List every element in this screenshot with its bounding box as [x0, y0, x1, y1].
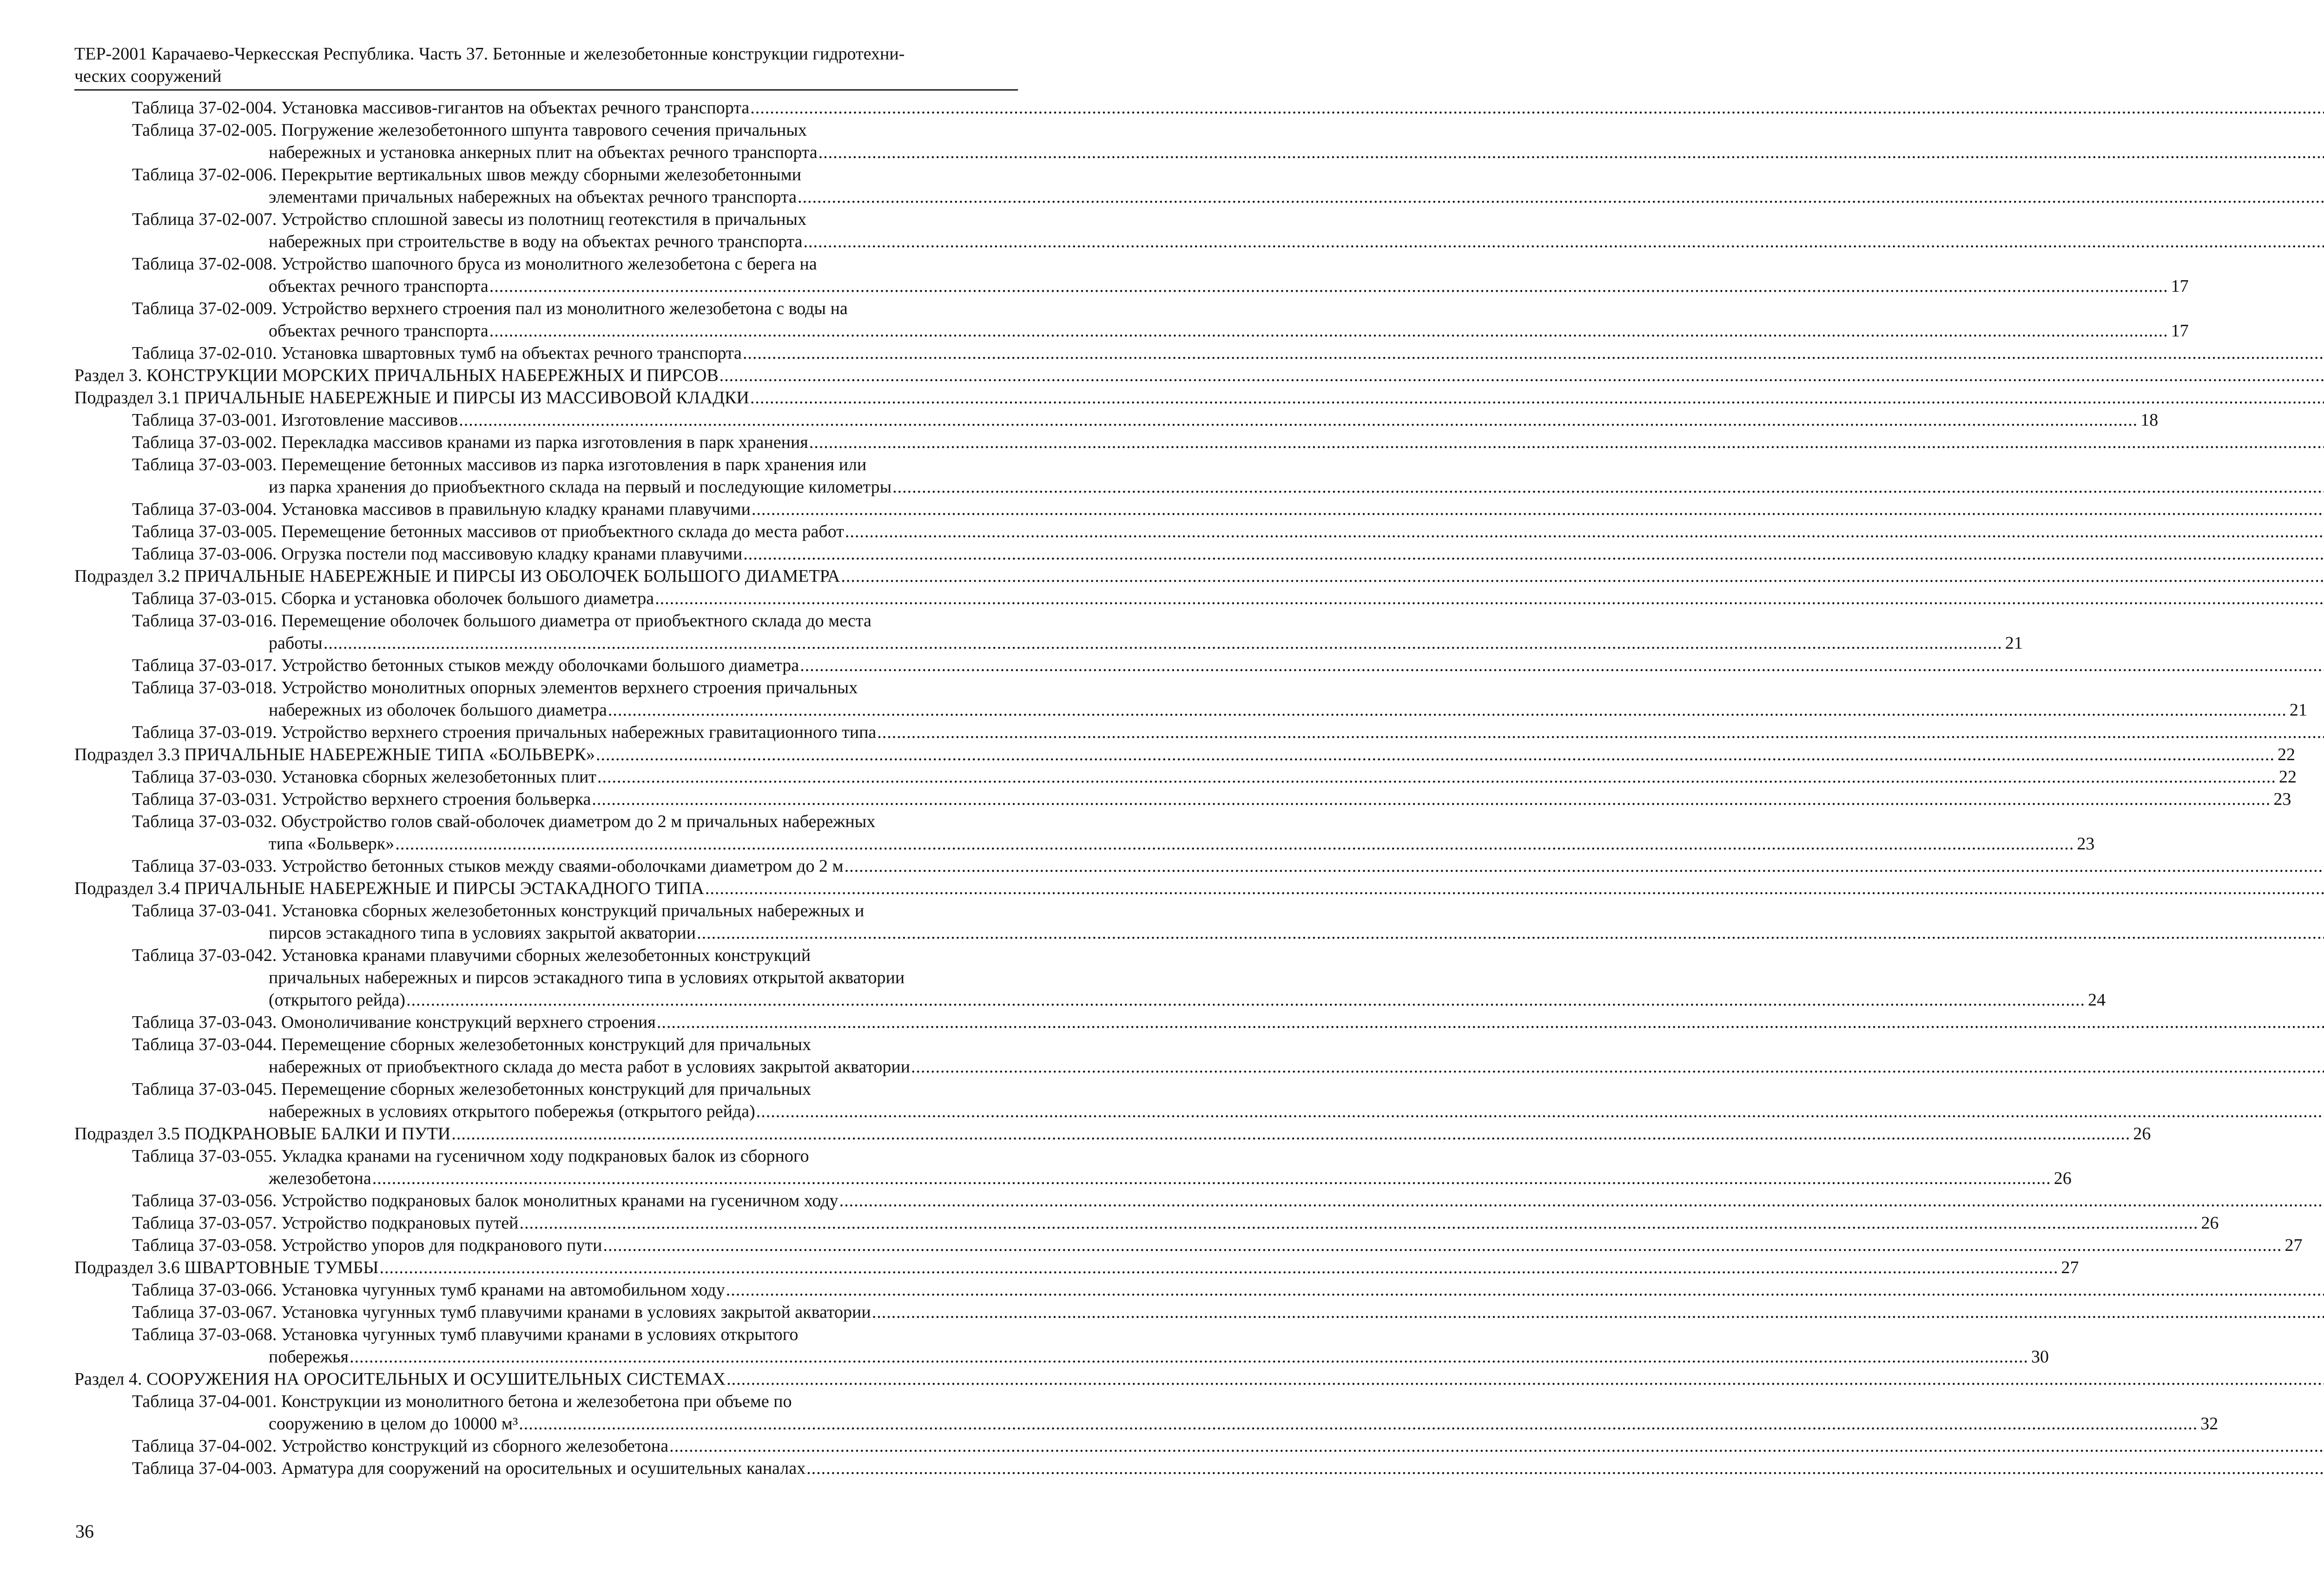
- toc-entry-text: Подраздел 3.2 ПРИЧАЛЬНЫЕ НАБЕРЕЖНЫЕ И ПИРСЫ ИЗ ОБОЛОЧЕК БОЛЬШОГО ДИАМЕТРА: [74, 566, 840, 586]
- dot-leader: [911, 1056, 2324, 1078]
- toc-entry-text: Таблица 37-03-006. Огрузка постели под массивовую кладку кранами плавучими: [132, 544, 743, 564]
- toc-entry-text: Раздел 3. КОНСТРУКЦИИ МОРСКИХ ПРИЧАЛЬНЫХ НАБЕРЕЖНЫХ И ПИРСОВ: [74, 366, 719, 385]
- toc-entry-text: из парка хранения до приобъектного склада на первый и последующие километры: [269, 477, 892, 497]
- toc-entry-text: Подраздел 3.1 ПРИЧАЛЬНЫЕ НАБЕРЕЖНЫЕ И ПИРСЫ ИЗ МАССИВОВОЙ КЛАДКИ: [74, 388, 749, 408]
- toc-entry-text: Таблица 37-03-033. Устройство бетонных стыков между сваями-оболочками диаметром до 2 м: [132, 856, 844, 876]
- toc-entry-text: Таблица 37-03-017. Устройство бетонных стыков между оболочками большого диаметра: [132, 656, 799, 675]
- toc-entry-text: Таблица 37-02-006. Перекрытие вертикальных швов между сборными железобетонными: [132, 165, 801, 184]
- toc-page-number: 18: [2140, 410, 2159, 430]
- toc-entry-text: Таблица 37-02-008. Устройство шапочного бруса из монолитного железобетона с берега на: [132, 254, 817, 274]
- toc-entry-text: Таблица 37-03-066. Установка чугунных тумб кранами на автомобильном ходу: [132, 1280, 725, 1300]
- toc-entry-text: набережных из оболочек большого диаметра: [269, 700, 607, 720]
- toc-entry-text: сооружению в целом до 10000 м³: [269, 1414, 518, 1433]
- dot-leader: [841, 565, 2324, 587]
- dot-leader: [372, 1167, 2051, 1190]
- toc-entry-text: Таблица 37-03-056. Устройство подкрановых балок монолитных кранами на гусеничном ходу: [132, 1191, 838, 1210]
- toc-entry-text: Таблица 37-03-045. Перемещение сборных железобетонных конструкций для причальных: [132, 1079, 812, 1099]
- toc-entry-text: Таблица 37-03-043. Омоноличивание конструкций верхнего строения: [132, 1012, 656, 1032]
- toc-table-entry[interactable]: [74, 587, 1018, 610]
- dot-leader: [451, 1123, 2130, 1145]
- dot-leader: [800, 654, 2324, 677]
- dot-leader: [892, 476, 2324, 498]
- toc-section-entry[interactable]: [74, 565, 1018, 587]
- dot-leader: [756, 1100, 2324, 1123]
- dot-leader: [324, 632, 2002, 654]
- toc-entry-text: Таблица 37-03-004. Установка массивов в правильную кладку кранами плавучими: [132, 500, 751, 519]
- dot-leader: [608, 699, 2287, 721]
- toc-entry-text: (открытого рейда): [269, 990, 406, 1010]
- toc-entry-text: Таблица 37-04-001. Конструкции из монолитного бетона и железобетона при объеме по: [132, 1392, 792, 1411]
- toc-entry-text: Подраздел 3.5 ПОДКРАНОВЫЕ БАЛКИ И ПУТИ: [74, 1124, 451, 1144]
- toc-entry-text: Таблица 37-03-019. Устройство верхнего строения причальных набережных гравитационного типа: [132, 723, 877, 742]
- toc-table-entry[interactable]: [74, 677, 2307, 721]
- toc-entry-text: Таблица 37-03-016. Перемещение оболочек большого диаметра от приобъектного склада до места: [132, 611, 872, 631]
- toc-page-number: 17: [2171, 276, 2189, 296]
- toc-table-entry[interactable]: [74, 164, 1018, 208]
- header-line-2: ческих сооружений: [74, 66, 222, 86]
- toc-page-number: 21: [2289, 700, 2307, 720]
- toc-table-entry[interactable]: [74, 1011, 1018, 1033]
- toc-entry-text: Таблица 37-03-015. Сборка и установка оболочек большого диаметра: [132, 589, 654, 608]
- dot-leader: [877, 721, 2324, 743]
- dot-leader: [489, 320, 2168, 342]
- toc-entry-text: Таблица 37-02-010. Установка швартовных тумб на объектах речного транспорта: [132, 343, 742, 363]
- dot-leader: [597, 766, 2276, 788]
- dot-leader: [519, 1413, 2198, 1435]
- dot-leader: [872, 1301, 2324, 1323]
- toc-section-entry[interactable]: [74, 743, 2295, 766]
- toc-entry-text: Подраздел 3.3 ПРИЧАЛЬНЫЕ НАБЕРЕЖНЫЕ ТИПА «БОЛЬВЕРК»: [74, 745, 595, 764]
- toc-entry-text: железобетона: [269, 1169, 371, 1188]
- dot-leader: [669, 1435, 2324, 1457]
- toc-table-entry[interactable]: [74, 119, 1018, 164]
- toc-table-entry[interactable]: [74, 342, 1018, 364]
- toc-table-entry[interactable]: [74, 855, 1018, 877]
- dot-leader: [839, 1190, 2324, 1212]
- toc-table-entry[interactable]: [74, 1279, 1018, 1301]
- toc-table-entry[interactable]: [74, 1212, 2219, 1234]
- dot-leader: [819, 141, 2324, 164]
- toc-table-entry[interactable]: [74, 431, 1018, 454]
- toc-entry-text: Таблица 37-03-044. Перемещение сборных железобетонных конструкций для причальных: [132, 1035, 812, 1054]
- toc-entry-text: Таблица 37-03-005. Перемещение бетонных массивов от приобъектного склада до места работ: [132, 522, 844, 541]
- toc-table-entry[interactable]: [74, 788, 2291, 810]
- dot-leader: [697, 922, 2324, 944]
- dot-leader: [720, 364, 2324, 387]
- dot-leader: [743, 342, 2324, 364]
- toc-entry-text: Таблица 37-03-041. Установка сборных железобетонных конструкций причальных набережных и: [132, 901, 865, 920]
- toc-table-entry[interactable]: [74, 654, 1018, 677]
- dot-leader: [798, 186, 2324, 208]
- toc-entry-text: элементами причальных набережных на объектах речного транспорта: [269, 187, 797, 207]
- toc-entry-text: Таблица 37-03-018. Устройство монолитных опорных элементов верхнего строения причальных: [132, 678, 858, 697]
- toc-entry-text: Таблица 37-03-058. Устройство упоров для подкранового пути: [132, 1236, 602, 1255]
- toc-entry-text: Таблица 37-03-057. Устройство подкрановых путей: [132, 1213, 519, 1233]
- dot-leader: [806, 1457, 2324, 1479]
- toc-entry-text: Таблица 37-03-055. Укладка кранами на гусеничном ходу подкрановых балок из сборного: [132, 1146, 809, 1166]
- toc-entry-text: объектах речного транспорта: [269, 276, 489, 296]
- toc-entry-text: Таблица 37-02-005. Погружение железобетонного шпунта таврового сечения причальных: [132, 120, 807, 140]
- dot-leader: [459, 409, 2138, 431]
- toc-page-number: 21: [2005, 633, 2023, 653]
- toc-page-number: 23: [2273, 789, 2291, 809]
- page-number: 36: [75, 1521, 94, 1542]
- toc-entry-text: Раздел 4. СООРУЖЕНИЯ НА ОРОСИТЕЛЬНЫХ И ОСУШИТЕЛЬНЫХ СИСТЕМАХ: [74, 1369, 726, 1389]
- toc-entry-text: Таблица 37-03-001. Изготовление массивов: [132, 410, 458, 430]
- toc-table-entry[interactable]: [74, 1190, 1018, 1212]
- toc-page-number: 26: [2133, 1124, 2151, 1144]
- toc-entry-text: набережных от приобъектного склада до места работ в условиях закрытой акватории: [269, 1057, 911, 1077]
- dot-leader: [603, 1234, 2282, 1256]
- toc-entry-text: пирсов эстакадного типа в условиях закрытой акватории: [269, 923, 696, 943]
- toc-table-entry[interactable]: [74, 97, 1018, 119]
- toc-table-entry[interactable]: [74, 208, 1018, 253]
- toc-entry-text: Таблица 37-03-002. Перекладка массивов кранами из парка изготовления в парк хранения: [132, 433, 808, 452]
- toc-page-number: 22: [2278, 767, 2297, 787]
- dot-leader: [657, 1011, 2324, 1033]
- toc-table-entry[interactable]: [74, 1234, 2303, 1256]
- toc-section-entry[interactable]: [74, 1256, 2079, 1279]
- toc-entry-text: Таблица 37-03-068. Установка чугунных тумб плавучими кранами в условиях открытого: [132, 1325, 799, 1344]
- dot-leader: [726, 1279, 2324, 1301]
- dot-leader: [406, 989, 2085, 1011]
- toc-table-entry[interactable]: [74, 766, 2297, 788]
- dot-leader: [750, 97, 2324, 119]
- dot-leader: [380, 1256, 2059, 1279]
- toc-entry-text: Таблица 37-03-031. Устройство верхнего строения больверка: [132, 789, 591, 809]
- toc-page-number: 22: [2277, 745, 2295, 764]
- dot-leader: [845, 520, 2324, 543]
- toc-page-number: 27: [2061, 1258, 2079, 1277]
- toc-table-entry[interactable]: [74, 1435, 1018, 1457]
- toc-table-entry[interactable]: [74, 1301, 1018, 1323]
- toc-section-entry[interactable]: [74, 877, 1018, 900]
- toc-entry-text: побережья: [269, 1347, 349, 1367]
- toc-table-entry[interactable]: [74, 810, 2095, 855]
- toc-table-entry[interactable]: [74, 721, 1018, 743]
- dot-leader: [752, 498, 2324, 520]
- toc-table-entry[interactable]: [74, 498, 1018, 520]
- toc-table-entry[interactable]: [74, 1457, 1018, 1479]
- dot-leader: [596, 743, 2275, 766]
- toc-entry-text: причальных набережных и пирсов эстакадного типа в условиях открытой акватории: [269, 968, 905, 987]
- toc-page-number: 17: [2171, 321, 2189, 341]
- toc-entry-text: типа «Больверк»: [269, 834, 395, 854]
- toc-entry-text: набережных и установка анкерных плит на объектах речного транспорта: [269, 143, 818, 162]
- toc-entry-text: Таблица 37-03-003. Перемещение бетонных массивов из парка изготовления в парк хранения или: [132, 455, 867, 474]
- toc-table-entry[interactable]: [74, 297, 2189, 342]
- dot-leader: [750, 387, 2324, 409]
- toc-entry-text: Таблица 37-03-067. Установка чугунных тумб плавучими кранами в условиях закрытой акватории: [132, 1302, 871, 1322]
- dot-leader: [350, 1346, 2028, 1368]
- toc-entry-text: набережных в условиях открытого побережья (открытого рейда): [269, 1102, 755, 1121]
- toc-section-entry[interactable]: [74, 364, 1018, 387]
- dot-leader: [809, 431, 2324, 454]
- toc-table-entry[interactable]: [74, 944, 2106, 1011]
- toc-entry-text: Таблица 37-04-003. Арматура для сооружений на оросительных и осушительных каналах: [132, 1459, 806, 1478]
- dot-leader: [705, 877, 2324, 900]
- toc-entry-text: Таблица 37-02-007. Устройство сплошной завесы из полотнищ геотекстиля в причальных: [132, 210, 806, 229]
- toc-entry-text: Таблица 37-03-032. Обустройство голов свай-оболочек диаметром до 2 м причальных набережных: [132, 812, 876, 831]
- toc-page-number: 24: [2088, 990, 2106, 1010]
- dot-leader: [743, 543, 2324, 565]
- toc-entry-text: Таблица 37-02-004. Установка массивов-гигантов на объектах речного транспорта: [132, 98, 750, 118]
- toc-table-entry[interactable]: [74, 454, 1018, 498]
- toc-entry-text: Таблица 37-04-002. Устройство конструкций из сборного железобетона: [132, 1436, 669, 1456]
- toc-section-entry[interactable]: [74, 1368, 1018, 1390]
- header-line-1: ТЕР-2001 Карачаево-Черкесская Республика. Часть 37. Бетонные и железобетонные конструкции гидротехни-: [74, 44, 905, 64]
- toc-table-entry[interactable]: [74, 900, 1018, 944]
- table-of-contents: [74, 97, 2307, 1479]
- toc-entry-text: Таблица 37-03-042. Установка кранами плавучими сборных железобетонных конструкций: [132, 946, 811, 965]
- toc-page-number: 26: [2201, 1213, 2219, 1233]
- toc-table-entry[interactable]: [74, 253, 2189, 297]
- toc-page-number: 26: [2053, 1169, 2072, 1188]
- toc-page-number: 30: [2031, 1347, 2049, 1367]
- toc-entry-text: Таблица 37-03-030. Установка сборных железобетонных плит: [132, 767, 596, 787]
- toc-page-number: 32: [2200, 1414, 2218, 1433]
- dot-leader: [803, 230, 2324, 253]
- toc-entry-text: объектах речного транспорта: [269, 321, 489, 341]
- toc-table-entry[interactable]: [74, 1145, 2072, 1190]
- toc-page-number: 27: [2284, 1236, 2303, 1255]
- toc-page-number: 23: [2077, 834, 2095, 854]
- dot-leader: [395, 833, 2074, 855]
- dot-leader: [726, 1368, 2324, 1390]
- toc-table-entry[interactable]: [74, 409, 2159, 431]
- dot-leader: [655, 587, 2324, 610]
- dot-leader: [489, 275, 2168, 297]
- toc-entry-text: работы: [269, 633, 323, 653]
- toc-entry-text: Подраздел 3.4 ПРИЧАЛЬНЫЕ НАБЕРЕЖНЫЕ И ПИРСЫ ЭСТАКАДНОГО ТИПА: [74, 879, 704, 898]
- toc-table-entry[interactable]: [74, 610, 2023, 654]
- toc-table-entry[interactable]: [74, 1033, 1018, 1078]
- toc-entry-text: набережных при строительстве в воду на объектах речного транспорта: [269, 232, 803, 251]
- toc-entry-text: Подраздел 3.6 ШВАРТОВНЫЕ ТУМБЫ: [74, 1258, 379, 1277]
- toc-table-entry[interactable]: [74, 520, 1018, 543]
- toc-section-entry[interactable]: [74, 387, 1018, 409]
- dot-leader: [519, 1212, 2198, 1234]
- dot-leader: [592, 788, 2271, 810]
- toc-table-entry[interactable]: [74, 1323, 2049, 1368]
- toc-section-entry[interactable]: [74, 1123, 2151, 1145]
- running-header: [74, 43, 1018, 91]
- toc-entry-text: Таблица 37-02-009. Устройство верхнего строения пал из монолитного железобетона с воды на: [132, 299, 848, 318]
- dot-leader: [845, 855, 2324, 877]
- toc-table-entry[interactable]: [74, 543, 1018, 565]
- toc-table-entry[interactable]: [74, 1078, 1018, 1123]
- toc-table-entry[interactable]: [74, 1390, 2218, 1435]
